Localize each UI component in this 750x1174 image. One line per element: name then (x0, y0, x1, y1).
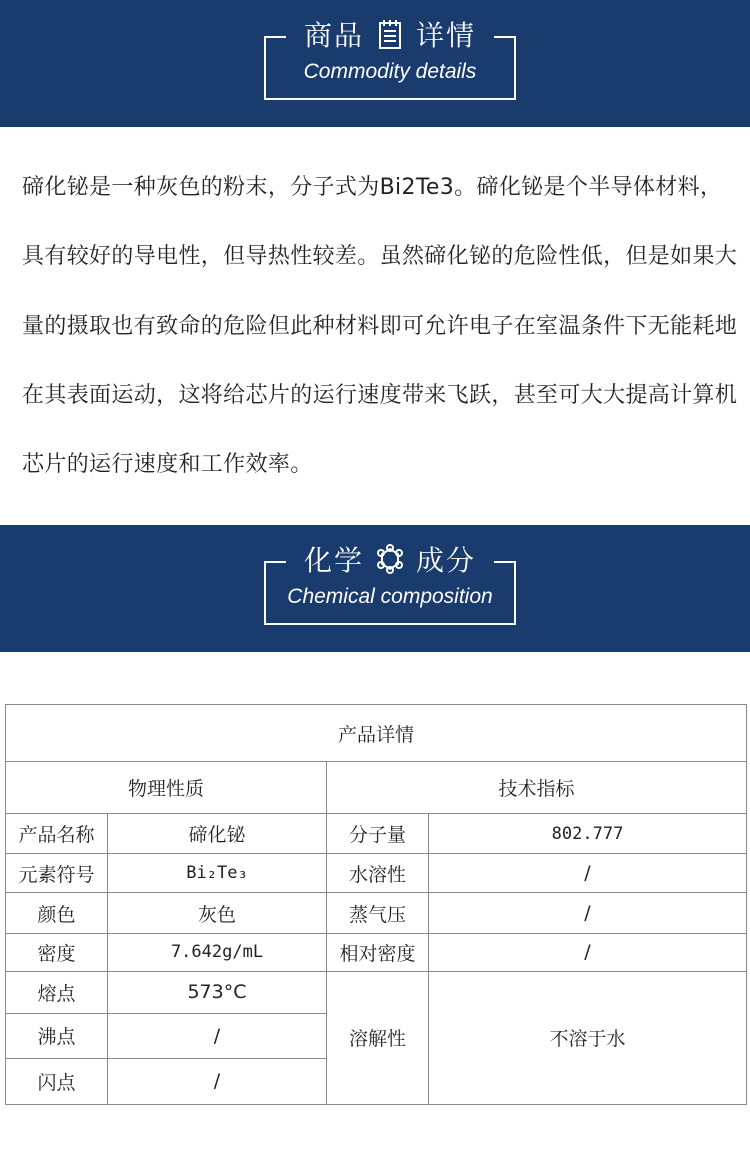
banner-title (264, 539, 516, 579)
row-value: / (429, 933, 747, 971)
row-value: Bi₂Te₃ (108, 854, 327, 893)
row-label: 颜色 (6, 893, 108, 933)
physical-properties-header: 物理性质 (6, 762, 327, 814)
notepad-icon (374, 18, 406, 50)
banner-title-left: 化学 (303, 544, 364, 577)
table-caption: 产品详情 (6, 705, 747, 762)
molecule-icon (374, 543, 406, 575)
banner-title-right: 详情 (416, 19, 477, 52)
banner-subtitle: Commodity details (303, 60, 477, 83)
row-value: / (108, 1013, 327, 1058)
row-value: 7.642g/mL (108, 933, 327, 971)
banner-title (264, 14, 516, 54)
banner-title-right: 成分 (416, 544, 477, 577)
row-label: 密度 (6, 933, 108, 971)
row-label: 水溶性 (327, 854, 429, 893)
row-value: / (108, 1058, 327, 1104)
solubility-label: 溶解性 (327, 971, 429, 1104)
row-label: 闪点 (6, 1058, 108, 1104)
row-value: / (429, 893, 747, 933)
row-label: 相对密度 (327, 933, 429, 971)
row-value: 573°C (108, 971, 327, 1013)
technical-indicators-header: 技术指标 (327, 762, 747, 814)
row-value: 灰色 (108, 893, 327, 933)
row-label: 蒸气压 (327, 893, 429, 933)
banner-title-left: 商品 (303, 19, 364, 52)
chemical-composition-banner (0, 525, 750, 652)
commodity-details-banner (0, 0, 750, 127)
row-value: / (429, 854, 747, 893)
row-label: 沸点 (6, 1013, 108, 1058)
row-value: 碲化铋 (108, 814, 327, 854)
banner-subtitle: Chemical composition (287, 585, 493, 608)
product-description: 碲化铋是一种灰色的粉末，分子式为Bi2Te3。碲化铋是个半导体材料，具有较好的导电性，但导热性较差。虽然碲化铋的危险性低，但是如果大量的摄取也有致命的危险但此种材料即可允许电子在室温条件下无能耗地在其表面运动，这将给芯片的运行速度带来飞跃，甚至可大大提高计算机芯片的运行速度和工作效率。 (22, 175, 738, 478)
product-spec-table (5, 704, 747, 1105)
row-value: 802.777 (429, 814, 747, 854)
row-label: 元素符号 (6, 854, 108, 893)
row-label: 分子量 (327, 814, 429, 854)
row-label: 产品名称 (6, 814, 108, 854)
solubility-value: 不溶于水 (429, 971, 747, 1104)
row-label: 熔点 (6, 971, 108, 1013)
